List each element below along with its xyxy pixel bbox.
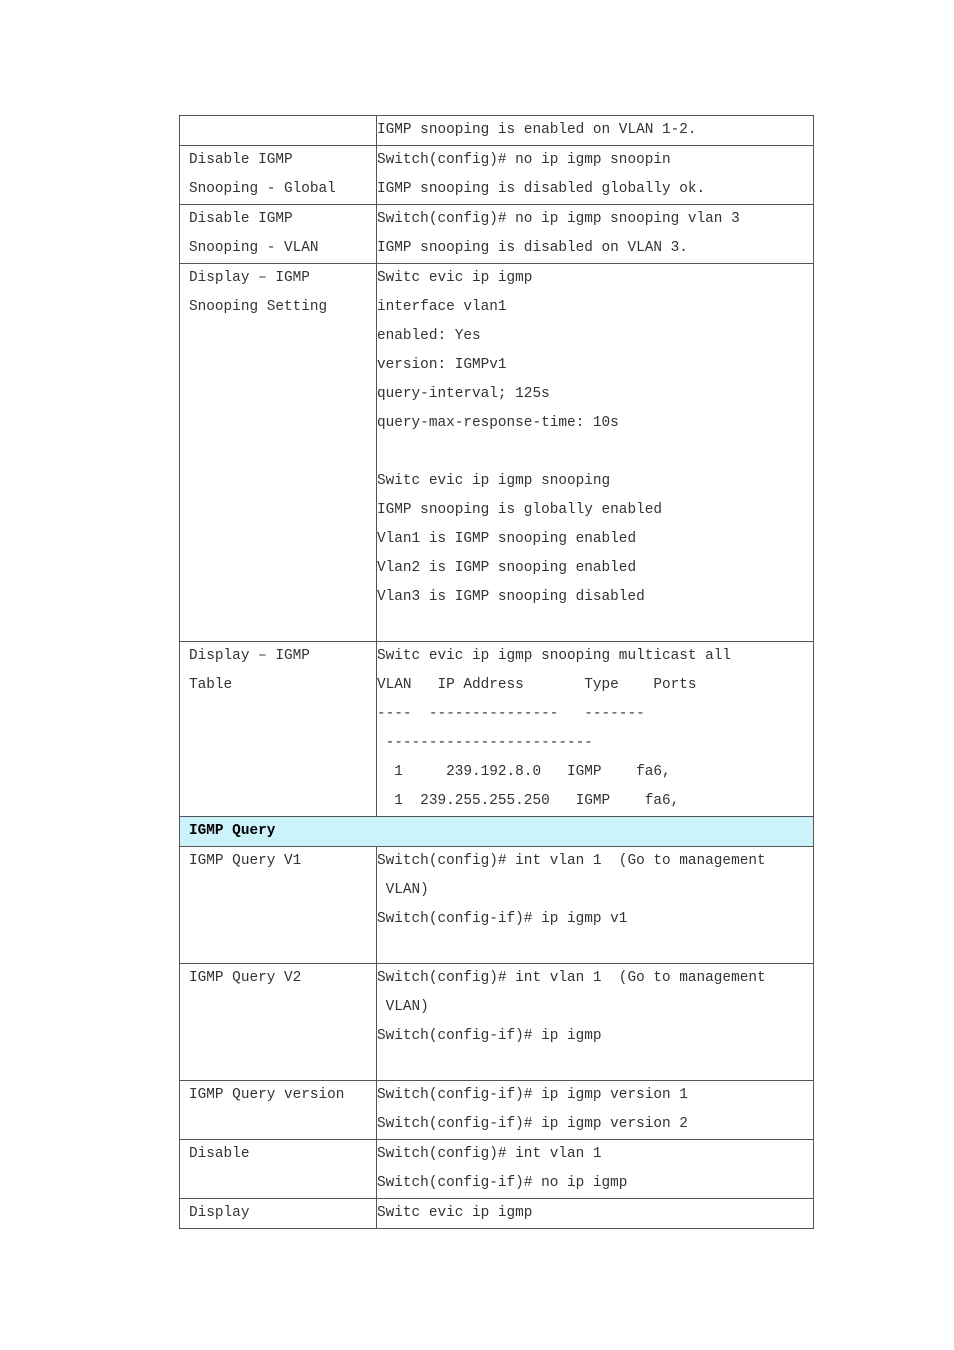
feature-label: Disable (189, 1146, 250, 1162)
command-cell (377, 1081, 814, 1140)
command-line: ------------------------ (377, 735, 593, 751)
command-line: enabled: Yes (377, 328, 481, 344)
command-line: interface vlan1 (377, 299, 507, 315)
command-line: version: IGMPv1 (377, 357, 507, 373)
feature-label: Disable IGMP (189, 152, 293, 168)
command-line: Switc evic ip igmp snooping (377, 473, 611, 489)
command-line: Vlan1 is IGMP snooping enabled (377, 531, 637, 547)
command-line: 1 239.255.255.250 IGMP fa6, (377, 793, 680, 809)
section-header-cell (180, 817, 814, 847)
feature-label: Display – IGMP (189, 270, 310, 286)
command-cell (377, 1199, 814, 1229)
command-cell (377, 1140, 814, 1199)
command-line: Switch(config)# no ip igmp snooping vlan 3 (377, 211, 740, 227)
command-cell (377, 205, 814, 264)
command-cell (377, 847, 814, 964)
command-line: Switch(config)# no ip igmp snoopin (377, 152, 671, 168)
command-cell (377, 116, 814, 146)
feature-cell (180, 116, 377, 146)
feature-label: IGMP Query V2 (189, 970, 302, 986)
table-row (180, 847, 814, 964)
igmp-command-table (179, 115, 814, 1229)
feature-label: IGMP Query V1 (189, 853, 302, 869)
command-line (377, 438, 813, 467)
command-line: Switch(config-if)# ip igmp version 1 (377, 1087, 688, 1103)
table-row (180, 1199, 814, 1229)
command-cell (377, 642, 814, 817)
command-line: query-max-response-time: 10s (377, 415, 619, 431)
command-line: Switch(config-if)# no ip igmp (377, 1175, 628, 1191)
feature-cell (180, 264, 377, 642)
feature-cell (180, 642, 377, 817)
table-row (180, 1140, 814, 1199)
feature-label: Display – IGMP (189, 648, 310, 664)
section-title: IGMP Query (189, 823, 276, 839)
command-cell (377, 964, 814, 1081)
feature-cell (180, 847, 377, 964)
command-line: VLAN) (377, 882, 429, 898)
table-row (180, 264, 814, 642)
command-line: Switc evic ip igmp (377, 1205, 533, 1221)
feature-cell (180, 1199, 377, 1229)
command-line: VLAN IP Address Type Ports (377, 677, 697, 693)
command-cell (377, 146, 814, 205)
command-line: Switch(config-if)# ip igmp v1 (377, 911, 628, 927)
table-row (180, 116, 814, 146)
spacer (377, 612, 813, 641)
command-line: 1 239.192.8.0 IGMP fa6, (377, 764, 671, 780)
command-line: Switch(config-if)# ip igmp (377, 1028, 602, 1044)
section-header-row (180, 817, 814, 847)
feature-label: Snooping - VLAN (189, 240, 319, 256)
table-row (180, 642, 814, 817)
command-line: Switch(config-if)# ip igmp version 2 (377, 1116, 688, 1132)
feature-cell (180, 1140, 377, 1199)
feature-label: Table (189, 677, 233, 693)
feature-cell (180, 205, 377, 264)
feature-label: Disable IGMP (189, 211, 293, 227)
table-row (180, 146, 814, 205)
feature-label: Snooping - Global (189, 181, 336, 197)
feature-label: Display (189, 1205, 250, 1221)
table-row (180, 1081, 814, 1140)
command-line: IGMP snooping is globally enabled (377, 502, 662, 518)
spacer (377, 1051, 813, 1080)
command-line: Switc evic ip igmp (377, 270, 533, 286)
command-line: IGMP snooping is disabled on VLAN 3. (377, 240, 688, 256)
command-line: VLAN) (377, 999, 429, 1015)
command-line: Switch(config)# int vlan 1 (Go to management (377, 970, 766, 986)
command-line: IGMP snooping is enabled on VLAN 1-2. (377, 122, 697, 138)
command-line: query-interval; 125s (377, 386, 550, 402)
command-line: Vlan2 is IGMP snooping enabled (377, 560, 637, 576)
table-row (180, 964, 814, 1081)
spacer (377, 934, 813, 963)
feature-cell (180, 964, 377, 1081)
feature-label: Snooping Setting (189, 299, 328, 315)
command-line: ---- --------------- ------- (377, 706, 645, 722)
feature-cell (180, 1081, 377, 1140)
command-line: Switch(config)# int vlan 1 (377, 1146, 602, 1162)
table-row (180, 205, 814, 264)
command-line: Switch(config)# int vlan 1 (Go to management (377, 853, 766, 869)
feature-label: IGMP Query version (189, 1087, 345, 1103)
command-line: Switc evic ip igmp snooping multicast all (377, 648, 732, 664)
command-line: IGMP snooping is disabled globally ok. (377, 181, 706, 197)
command-line: Vlan3 is IGMP snooping disabled (377, 589, 645, 605)
command-cell (377, 264, 814, 642)
feature-cell (180, 146, 377, 205)
